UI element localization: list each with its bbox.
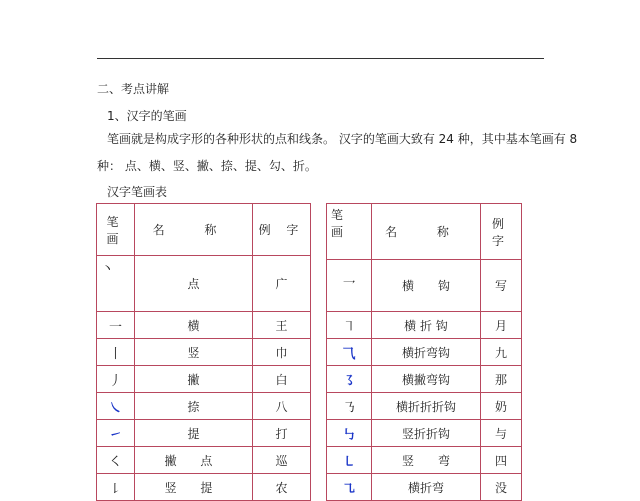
example-char: 四 <box>481 447 522 474</box>
stroke-glyph: 丿 <box>97 366 135 393</box>
table-row <box>327 420 522 447</box>
stroke-name: 横折弯 <box>372 474 481 501</box>
table-row <box>97 474 311 501</box>
stroke-glyph: ㇀ <box>97 420 135 447</box>
table-row <box>327 366 522 393</box>
table-row <box>97 256 311 312</box>
paragraph-line-1: 笔画就是构成字形的各种形状的点和线条。 汉字的笔画大致有 24 种，其中基本笔画有 8 <box>107 132 578 146</box>
header-name: 名 称 <box>135 204 253 256</box>
example-char: 那 <box>481 366 522 393</box>
paragraph-line-2: 种： 点、横、竖、撇、捺、提、勾、折。 <box>97 159 317 173</box>
example-char: 广 <box>253 256 311 312</box>
example-char: 巾 <box>253 339 311 366</box>
example-char: 写 <box>481 260 522 312</box>
header-stroke: 笔 画 <box>97 204 135 256</box>
stroke-name: 横折弯钩 <box>372 339 481 366</box>
stroke-glyph: 丶 <box>97 256 135 312</box>
top-horizontal-rule <box>97 58 544 59</box>
stroke-name: 横 折 钩 <box>372 312 481 339</box>
table-row <box>327 339 522 366</box>
stroke-table-left <box>96 203 311 501</box>
header-name: 名 称 <box>372 204 481 260</box>
header-example: 例 字 <box>253 204 311 256</box>
stroke-name: 横 钩 <box>372 260 481 312</box>
stroke-glyph: 丨 <box>97 339 135 366</box>
stroke-name: 竖 提 <box>135 474 253 501</box>
example-char: 王 <box>253 312 311 339</box>
table-row <box>327 260 522 312</box>
example-char: 月 <box>481 312 522 339</box>
table-row <box>97 420 311 447</box>
stroke-glyph: ㇈ <box>327 474 372 501</box>
example-char: 八 <box>253 393 311 420</box>
table-caption: 汉字笔画表 <box>107 185 168 199</box>
stroke-name: 撇 点 <box>135 447 253 474</box>
stroke-glyph: ㇛ <box>97 447 135 474</box>
table-row <box>327 447 522 474</box>
stroke-glyph: ⺄ <box>327 339 372 366</box>
section-heading: 二、考点讲解 <box>97 82 170 96</box>
example-char: 白 <box>253 366 311 393</box>
example-char: 巡 <box>253 447 311 474</box>
table-row <box>97 393 311 420</box>
example-char: 奶 <box>481 393 522 420</box>
stroke-glyph: ㇌ <box>327 366 372 393</box>
table-header-row <box>97 204 311 256</box>
header-stroke: 笔 画 <box>327 204 372 260</box>
table-row <box>97 366 311 393</box>
stroke-name: 竖 <box>135 339 253 366</box>
stroke-glyph: 乛 <box>327 260 372 312</box>
stroke-glyph: ㇉ <box>327 420 372 447</box>
table-header-row <box>327 204 522 260</box>
table-row <box>327 393 522 420</box>
example-char: 打 <box>253 420 311 447</box>
stroke-name: 撇 <box>135 366 253 393</box>
stroke-name: 竖 弯 <box>372 447 481 474</box>
example-char: 农 <box>253 474 311 501</box>
header-example: 例 字 <box>481 204 522 260</box>
table-row <box>97 447 311 474</box>
table-row <box>97 312 311 339</box>
table-row <box>97 339 311 366</box>
example-char: 没 <box>481 474 522 501</box>
stroke-glyph: ㇄ <box>327 447 372 474</box>
stroke-glyph: ㇙ <box>97 474 135 501</box>
stroke-glyph: ㇕ <box>327 312 372 339</box>
stroke-name: 横撇弯钩 <box>372 366 481 393</box>
stroke-name: 横折折折钩 <box>372 393 481 420</box>
stroke-table-right <box>326 203 522 501</box>
example-char: 九 <box>481 339 522 366</box>
stroke-name: 横 <box>135 312 253 339</box>
table-row <box>327 474 522 501</box>
stroke-glyph: ㇏ <box>97 393 135 420</box>
table-row <box>327 312 522 339</box>
example-char: 与 <box>481 420 522 447</box>
stroke-glyph: ㇡ <box>327 393 372 420</box>
stroke-name: 点 <box>135 256 253 312</box>
stroke-name: 提 <box>135 420 253 447</box>
stroke-name: 捺 <box>135 393 253 420</box>
stroke-name: 竖折折钩 <box>372 420 481 447</box>
subsection-heading: 1、汉字的笔画 <box>107 109 187 123</box>
stroke-glyph: 一 <box>97 312 135 339</box>
